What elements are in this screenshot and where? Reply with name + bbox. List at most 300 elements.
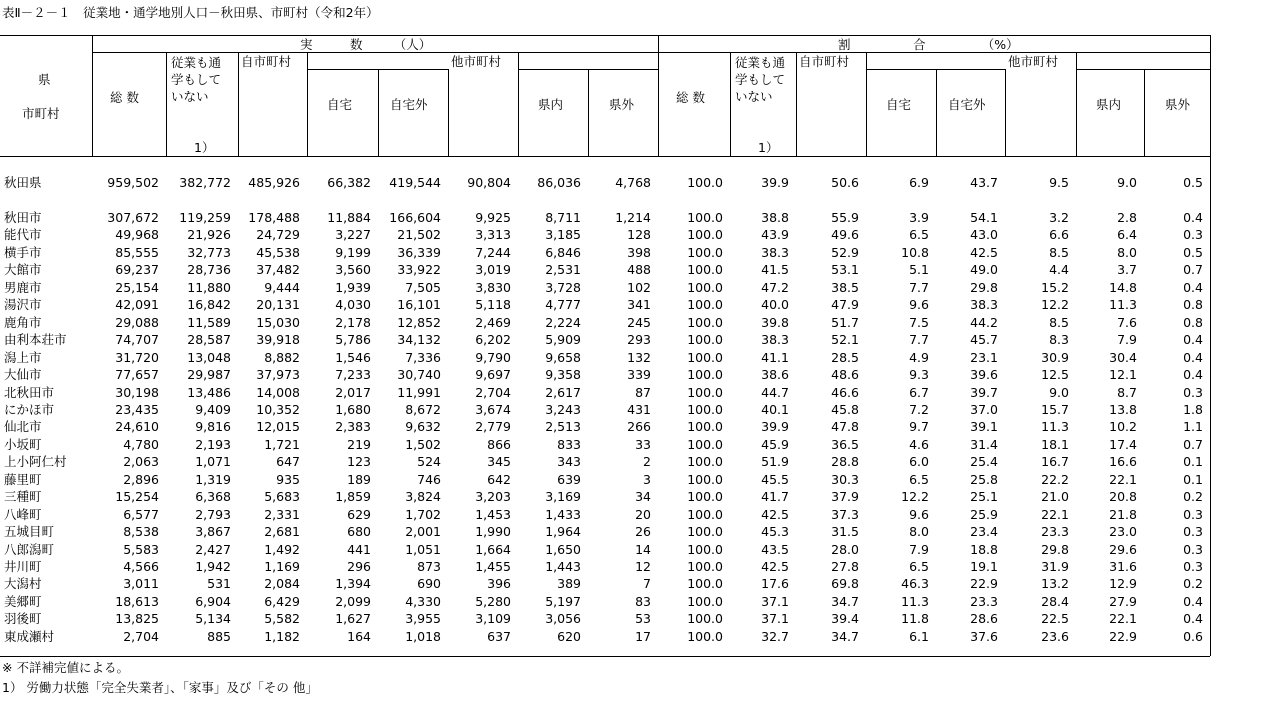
table-cell: 1,071 <box>195 454 231 470</box>
table-title: 表Ⅱ－２－１ 従業地・通学地別人口－秋田県、市町村（令和2年） <box>2 5 379 20</box>
table-cell: 620 <box>557 628 581 644</box>
table-cell: 25,154 <box>115 279 159 295</box>
table-cell: 2,704 <box>123 628 159 644</box>
table-cell: 30.3 <box>831 471 859 487</box>
table-cell: 49,968 <box>115 227 159 243</box>
table-cell: 2,084 <box>264 576 300 592</box>
table-cell: 6,202 <box>475 332 511 348</box>
table-cell: 1,680 <box>335 401 371 417</box>
table-cell: 23.3 <box>970 593 998 609</box>
table-cell: 1,990 <box>475 524 511 540</box>
table-cell: 3,867 <box>195 524 231 540</box>
table-cell: 0.8 <box>1183 314 1203 330</box>
table-cell: 9.7 <box>909 419 929 435</box>
table-cell: 100.0 <box>687 506 723 522</box>
table-cell: 37,482 <box>256 262 300 278</box>
table-cell: 100.0 <box>687 279 723 295</box>
table-cell: 100.0 <box>687 175 723 190</box>
table-cell: 6.1 <box>909 628 929 644</box>
col-divider-groups <box>658 35 659 156</box>
table-bottom-border <box>0 656 1210 657</box>
col-divider-5 <box>448 69 449 156</box>
table-cell: 44.7 <box>761 384 789 400</box>
table-cell: 690 <box>417 576 441 592</box>
table-cell: 293 <box>627 332 651 348</box>
ratio-header-outside-home: 自宅外 <box>948 97 986 112</box>
table-cell: 11,884 <box>327 210 371 225</box>
table-cell: 25.4 <box>970 454 998 470</box>
table-cell: 3,011 <box>123 576 159 592</box>
table-cell: 9.3 <box>909 367 929 383</box>
table-cell: 2.8 <box>1117 210 1137 225</box>
table-cell: 37.6 <box>970 628 998 644</box>
table-cell: 3,185 <box>545 227 581 243</box>
table-cell: 40.1 <box>761 401 789 417</box>
table-cell: 1,051 <box>405 541 441 557</box>
table-cell: 1.1 <box>1183 419 1203 435</box>
table-cell: 419,544 <box>389 175 441 190</box>
ratio-header-other-city: 他市町村 <box>1008 54 1059 69</box>
table-cell: 3.9 <box>909 210 929 225</box>
table-cell: 1,018 <box>405 628 441 644</box>
table-cell: 1,455 <box>475 559 511 574</box>
table-cell: 5,786 <box>335 332 371 348</box>
table-cell: 24,610 <box>115 419 159 435</box>
table-cell: 3.2 <box>1049 210 1069 225</box>
table-cell: 46.6 <box>831 384 859 400</box>
table-cell: 2,383 <box>335 419 371 435</box>
table-cell: 189 <box>347 471 371 487</box>
table-cell: 166,604 <box>389 210 441 225</box>
table-cell: 15.7 <box>1041 401 1069 417</box>
row-label: 秋田市 <box>4 210 42 225</box>
table-cell: 16.7 <box>1041 454 1069 470</box>
table-cell: 14,008 <box>256 384 300 400</box>
table-cell: 128 <box>627 227 651 243</box>
table-cell: 531 <box>207 576 231 592</box>
table-cell: 12.5 <box>1041 367 1069 383</box>
table-cell: 8.5 <box>1049 244 1069 260</box>
table-cell: 2,896 <box>123 471 159 487</box>
actual-header-note-marker: 1） <box>194 140 215 155</box>
table-cell: 22.9 <box>970 576 998 592</box>
table-cell: 488 <box>627 262 651 278</box>
table-cell: 7.2 <box>909 401 929 417</box>
table-cell: 637 <box>487 628 511 644</box>
table-cell: 4,330 <box>405 593 441 609</box>
table-cell: 20 <box>635 506 651 522</box>
table-cell: 0.3 <box>1183 506 1203 522</box>
table-cell: 866 <box>487 436 511 452</box>
table-cell: 3,109 <box>475 611 511 627</box>
table-cell: 1,502 <box>405 436 441 452</box>
table-cell: 389 <box>557 576 581 592</box>
table-cell: 47.2 <box>761 279 789 295</box>
table-cell: 1,214 <box>615 210 651 225</box>
table-cell: 37.9 <box>831 489 859 505</box>
table-cell: 12,852 <box>397 314 441 330</box>
table-cell: 90,804 <box>467 175 511 190</box>
table-cell: 21,926 <box>187 227 231 243</box>
table-cell: 307,672 <box>107 210 159 225</box>
table-cell: 8,882 <box>264 349 300 365</box>
table-cell: 10,352 <box>256 401 300 417</box>
row-label: 湯沢市 <box>4 297 42 313</box>
table-cell: 0.5 <box>1183 244 1203 260</box>
table-cell: 2,513 <box>545 419 581 435</box>
table-cell: 23.3 <box>1041 524 1069 540</box>
table-cell: 15,030 <box>256 314 300 330</box>
table-cell: 2,001 <box>405 524 441 540</box>
row-label: 上小阿仁村 <box>4 454 67 470</box>
table-cell: 16.6 <box>1109 454 1137 470</box>
table-cell: 1,546 <box>335 349 371 365</box>
row-label: 秋田県 <box>4 175 42 190</box>
table-cell: 1,394 <box>335 576 371 592</box>
table-cell: 100.0 <box>687 314 723 330</box>
table-cell: 3,056 <box>545 611 581 627</box>
table-cell: 100.0 <box>687 454 723 470</box>
table-cell: 36.5 <box>831 436 859 452</box>
table-cell: 52.1 <box>831 332 859 348</box>
table-cell: 0.6 <box>1183 628 1203 644</box>
table-cell: 31.5 <box>831 524 859 540</box>
table-cell: 5,683 <box>264 489 300 505</box>
table-cell: 19.1 <box>970 559 998 574</box>
table-cell: 746 <box>417 471 441 487</box>
table-cell: 45.3 <box>761 524 789 540</box>
table-cell: 9.6 <box>909 506 929 522</box>
table-cell: 31.9 <box>1041 559 1069 574</box>
ratio-header-not-working: 従業も通学もしていない <box>735 55 786 104</box>
actual-header-out-pref: 県外 <box>609 97 635 112</box>
table-cell: 3,560 <box>335 262 371 278</box>
col-divider-12 <box>936 69 937 156</box>
table-cell: 6.6 <box>1049 227 1069 243</box>
table-cell: 27.8 <box>831 559 859 574</box>
actual-header-not-working: 従業も通学もしていない <box>171 55 222 104</box>
table-cell: 1,859 <box>335 489 371 505</box>
table-cell: 34.7 <box>831 628 859 644</box>
table-cell: 5,280 <box>475 593 511 609</box>
table-cell: 2,531 <box>545 262 581 278</box>
table-cell: 9,658 <box>545 349 581 365</box>
table-cell: 266 <box>627 419 651 435</box>
table-cell: 41.1 <box>761 349 789 365</box>
table-cell: 9,409 <box>195 401 231 417</box>
table-cell: 41.7 <box>761 489 789 505</box>
table-cell: 42.5 <box>761 559 789 574</box>
table-cell: 341 <box>627 297 651 313</box>
table-cell: 100.0 <box>687 471 723 487</box>
table-cell: 100.0 <box>687 576 723 592</box>
table-cell: 6,429 <box>264 593 300 609</box>
table-cell: 87 <box>635 384 651 400</box>
table-cell: 42.5 <box>761 506 789 522</box>
row-label: 大潟村 <box>4 576 42 592</box>
ratio-header-own-city: 自市町村 <box>799 54 850 69</box>
row-header-municipality: 市町村 <box>22 106 60 121</box>
row-label: 大館市 <box>4 262 42 278</box>
table-cell: 23.4 <box>970 524 998 540</box>
table-cell: 11.3 <box>1041 419 1069 435</box>
table-cell: 34.7 <box>831 593 859 609</box>
table-cell: 0.1 <box>1183 454 1203 470</box>
table-cell: 39.1 <box>970 419 998 435</box>
table-cell: 25.1 <box>970 489 998 505</box>
table-cell: 37.1 <box>761 611 789 627</box>
table-top-border <box>0 35 1210 36</box>
row-label: 北秋田市 <box>4 384 55 400</box>
table-cell: 9.5 <box>1049 175 1069 190</box>
table-cell: 100.0 <box>687 559 723 574</box>
table-cell: 0.4 <box>1183 210 1203 225</box>
table-cell: 83 <box>635 593 651 609</box>
table-cell: 43.7 <box>970 175 998 190</box>
table-cell: 9,632 <box>405 419 441 435</box>
table-cell: 11.3 <box>901 593 929 609</box>
table-cell: 6,368 <box>195 489 231 505</box>
table-cell: 2,017 <box>335 384 371 400</box>
table-cell: 7.7 <box>909 332 929 348</box>
table-cell: 39,918 <box>256 332 300 348</box>
table-cell: 28.4 <box>1041 593 1069 609</box>
table-cell: 4.4 <box>1049 262 1069 278</box>
table-cell: 39.9 <box>761 419 789 435</box>
table-cell: 1,942 <box>195 559 231 574</box>
table-cell: 12.2 <box>901 489 929 505</box>
table-cell: 6.4 <box>1117 227 1137 243</box>
table-cell: 0.4 <box>1183 349 1203 365</box>
table-cell: 22.9 <box>1109 628 1137 644</box>
col-divider-4 <box>378 69 379 156</box>
table-cell: 1,650 <box>545 541 581 557</box>
table-cell: 43.0 <box>970 227 998 243</box>
table-cell: 4,768 <box>615 175 651 190</box>
table-cell: 38.5 <box>831 279 859 295</box>
table-cell: 69,237 <box>115 262 159 278</box>
row-label: 三種町 <box>4 489 42 505</box>
table-cell: 345 <box>487 454 511 470</box>
table-cell: 100.0 <box>687 210 723 225</box>
table-cell: 45.8 <box>831 401 859 417</box>
table-cell: 6,846 <box>545 244 581 260</box>
header-bottom-border <box>0 156 1210 157</box>
table-cell: 1,721 <box>264 436 300 452</box>
row-label: 五城目町 <box>4 524 55 540</box>
table-cell: 100.0 <box>687 244 723 260</box>
actual-header-outside-home: 自宅外 <box>390 97 428 112</box>
table-cell: 12,015 <box>256 419 300 435</box>
table-cell: 8,672 <box>405 401 441 417</box>
table-cell: 52.9 <box>831 244 859 260</box>
table-cell: 8.0 <box>1117 244 1137 260</box>
group-header-ratio: 割 合 （%） <box>838 37 1019 52</box>
table-cell: 6,904 <box>195 593 231 609</box>
table-cell: 29,088 <box>115 314 159 330</box>
footnote-1: 1） 労働力状態「完全失業者」、「家事」及び「その 他」 <box>2 680 318 695</box>
table-cell: 3,019 <box>475 262 511 278</box>
table-cell: 0.3 <box>1183 227 1203 243</box>
table-cell: 11.3 <box>1109 297 1137 313</box>
table-cell: 18.1 <box>1041 436 1069 452</box>
table-cell: 1,182 <box>264 628 300 644</box>
table-cell: 6.7 <box>909 384 929 400</box>
table-cell: 629 <box>347 506 371 522</box>
table-cell: 32,773 <box>187 244 231 260</box>
ratio-header-in-pref: 県内 <box>1096 97 1122 112</box>
table-cell: 959,502 <box>107 175 159 190</box>
row-label: 鹿角市 <box>4 314 42 330</box>
table-cell: 1.8 <box>1183 401 1203 417</box>
table-cell: 100.0 <box>687 489 723 505</box>
table-cell: 85,555 <box>115 244 159 260</box>
row-label: 東成瀬村 <box>4 628 55 644</box>
table-cell: 49.6 <box>831 227 859 243</box>
table-cell: 20.8 <box>1109 489 1137 505</box>
table-cell: 24,729 <box>256 227 300 243</box>
table-cell: 2,704 <box>475 384 511 400</box>
table-cell: 3,227 <box>335 227 371 243</box>
table-cell: 8,538 <box>123 524 159 540</box>
table-cell: 647 <box>276 454 300 470</box>
table-cell: 382,772 <box>179 175 231 190</box>
table-cell: 11,880 <box>187 279 231 295</box>
table-cell: 12.9 <box>1109 576 1137 592</box>
table-cell: 21.8 <box>1109 506 1137 522</box>
table-cell: 38.3 <box>761 332 789 348</box>
table-cell: 30.9 <box>1041 349 1069 365</box>
table-cell: 2,099 <box>335 593 371 609</box>
table-cell: 1,443 <box>545 559 581 574</box>
table-cell: 0.7 <box>1183 436 1203 452</box>
table-cell: 30,740 <box>397 367 441 383</box>
row-label: 井川町 <box>4 559 42 574</box>
table-cell: 935 <box>276 471 300 487</box>
table-cell: 2,063 <box>123 454 159 470</box>
table-cell: 431 <box>627 401 651 417</box>
actual-header-home: 自宅 <box>327 97 353 112</box>
table-cell: 0.3 <box>1183 559 1203 574</box>
table-cell: 18,613 <box>115 593 159 609</box>
table-cell: 15.2 <box>1041 279 1069 295</box>
table-cell: 178,488 <box>248 210 300 225</box>
table-cell: 23.1 <box>970 349 998 365</box>
table-cell: 2,224 <box>545 314 581 330</box>
table-cell: 3.7 <box>1117 262 1137 278</box>
table-cell: 38.8 <box>761 210 789 225</box>
table-cell: 22.2 <box>1041 471 1069 487</box>
table-cell: 3,830 <box>475 279 511 295</box>
table-cell: 2,779 <box>475 419 511 435</box>
table-cell: 123 <box>347 454 371 470</box>
table-cell: 100.0 <box>687 384 723 400</box>
table-cell: 7.7 <box>909 279 929 295</box>
table-cell: 9.0 <box>1117 175 1137 190</box>
table-cell: 50.6 <box>831 175 859 190</box>
table-cell: 39.7 <box>970 384 998 400</box>
table-cell: 485,926 <box>248 175 300 190</box>
row-label: 横手市 <box>4 244 42 260</box>
table-cell: 66,382 <box>327 175 371 190</box>
table-cell: 7.9 <box>909 541 929 557</box>
table-cell: 45.9 <box>761 436 789 452</box>
table-cell: 42.5 <box>970 244 998 260</box>
table-cell: 11.8 <box>901 611 929 627</box>
table-cell: 17.6 <box>761 576 789 592</box>
table-cell: 0.3 <box>1183 524 1203 540</box>
table-cell: 10.8 <box>901 244 929 260</box>
table-cell: 132 <box>627 349 651 365</box>
table-cell: 69.8 <box>831 576 859 592</box>
table-cell: 13.8 <box>1109 401 1137 417</box>
table-cell: 2,617 <box>545 384 581 400</box>
table-cell: 0.2 <box>1183 576 1203 592</box>
table-cell: 3,169 <box>545 489 581 505</box>
table-cell: 100.0 <box>687 401 723 417</box>
table-cell: 1,492 <box>264 541 300 557</box>
table-cell: 6.0 <box>909 454 929 470</box>
table-cell: 0.4 <box>1183 279 1203 295</box>
ratio-header-total: 総 数 <box>676 90 705 105</box>
table-cell: 164 <box>347 628 371 644</box>
table-cell: 296 <box>347 559 371 574</box>
table-cell: 16,101 <box>397 297 441 313</box>
table-cell: 44.2 <box>970 314 998 330</box>
table-cell: 398 <box>627 244 651 260</box>
table-cell: 1,702 <box>405 506 441 522</box>
table-cell: 6.9 <box>909 175 929 190</box>
table-cell: 40.0 <box>761 297 789 313</box>
table-right-border <box>1210 35 1211 656</box>
table-cell: 30.4 <box>1109 349 1137 365</box>
table-cell: 28.8 <box>831 454 859 470</box>
table-cell: 54.1 <box>970 210 998 225</box>
table-cell: 22.1 <box>1109 611 1137 627</box>
table-cell: 4.6 <box>909 436 929 452</box>
table-cell: 873 <box>417 559 441 574</box>
table-cell: 12.1 <box>1109 367 1137 383</box>
table-cell: 4.9 <box>909 349 929 365</box>
table-cell: 29,987 <box>187 367 231 383</box>
table-cell: 7 <box>643 576 651 592</box>
table-cell: 39.9 <box>761 175 789 190</box>
table-cell: 12.2 <box>1041 297 1069 313</box>
actual-header-total: 総 数 <box>110 90 139 105</box>
ratio-header-out-pref: 県外 <box>1165 97 1191 112</box>
table-cell: 37,973 <box>256 367 300 383</box>
table-cell: 8.7 <box>1117 384 1137 400</box>
table-cell: 51.7 <box>831 314 859 330</box>
group-header-divider <box>92 52 1210 53</box>
row-label: にかほ市 <box>4 401 55 417</box>
col-divider-9 <box>730 52 731 156</box>
table-cell: 642 <box>487 471 511 487</box>
table-cell: 9,925 <box>475 210 511 225</box>
table-cell: 14.8 <box>1109 279 1137 295</box>
table-cell: 441 <box>347 541 371 557</box>
table-cell: 1,453 <box>475 506 511 522</box>
table-cell: 51.9 <box>761 454 789 470</box>
table-cell: 38.6 <box>761 367 789 383</box>
ratio-header-home: 自宅 <box>886 97 912 112</box>
table-cell: 45.7 <box>970 332 998 348</box>
table-cell: 31.4 <box>970 436 998 452</box>
table-cell: 33 <box>635 436 651 452</box>
table-cell: 100.0 <box>687 628 723 644</box>
table-cell: 5,134 <box>195 611 231 627</box>
table-cell: 9,358 <box>545 367 581 383</box>
